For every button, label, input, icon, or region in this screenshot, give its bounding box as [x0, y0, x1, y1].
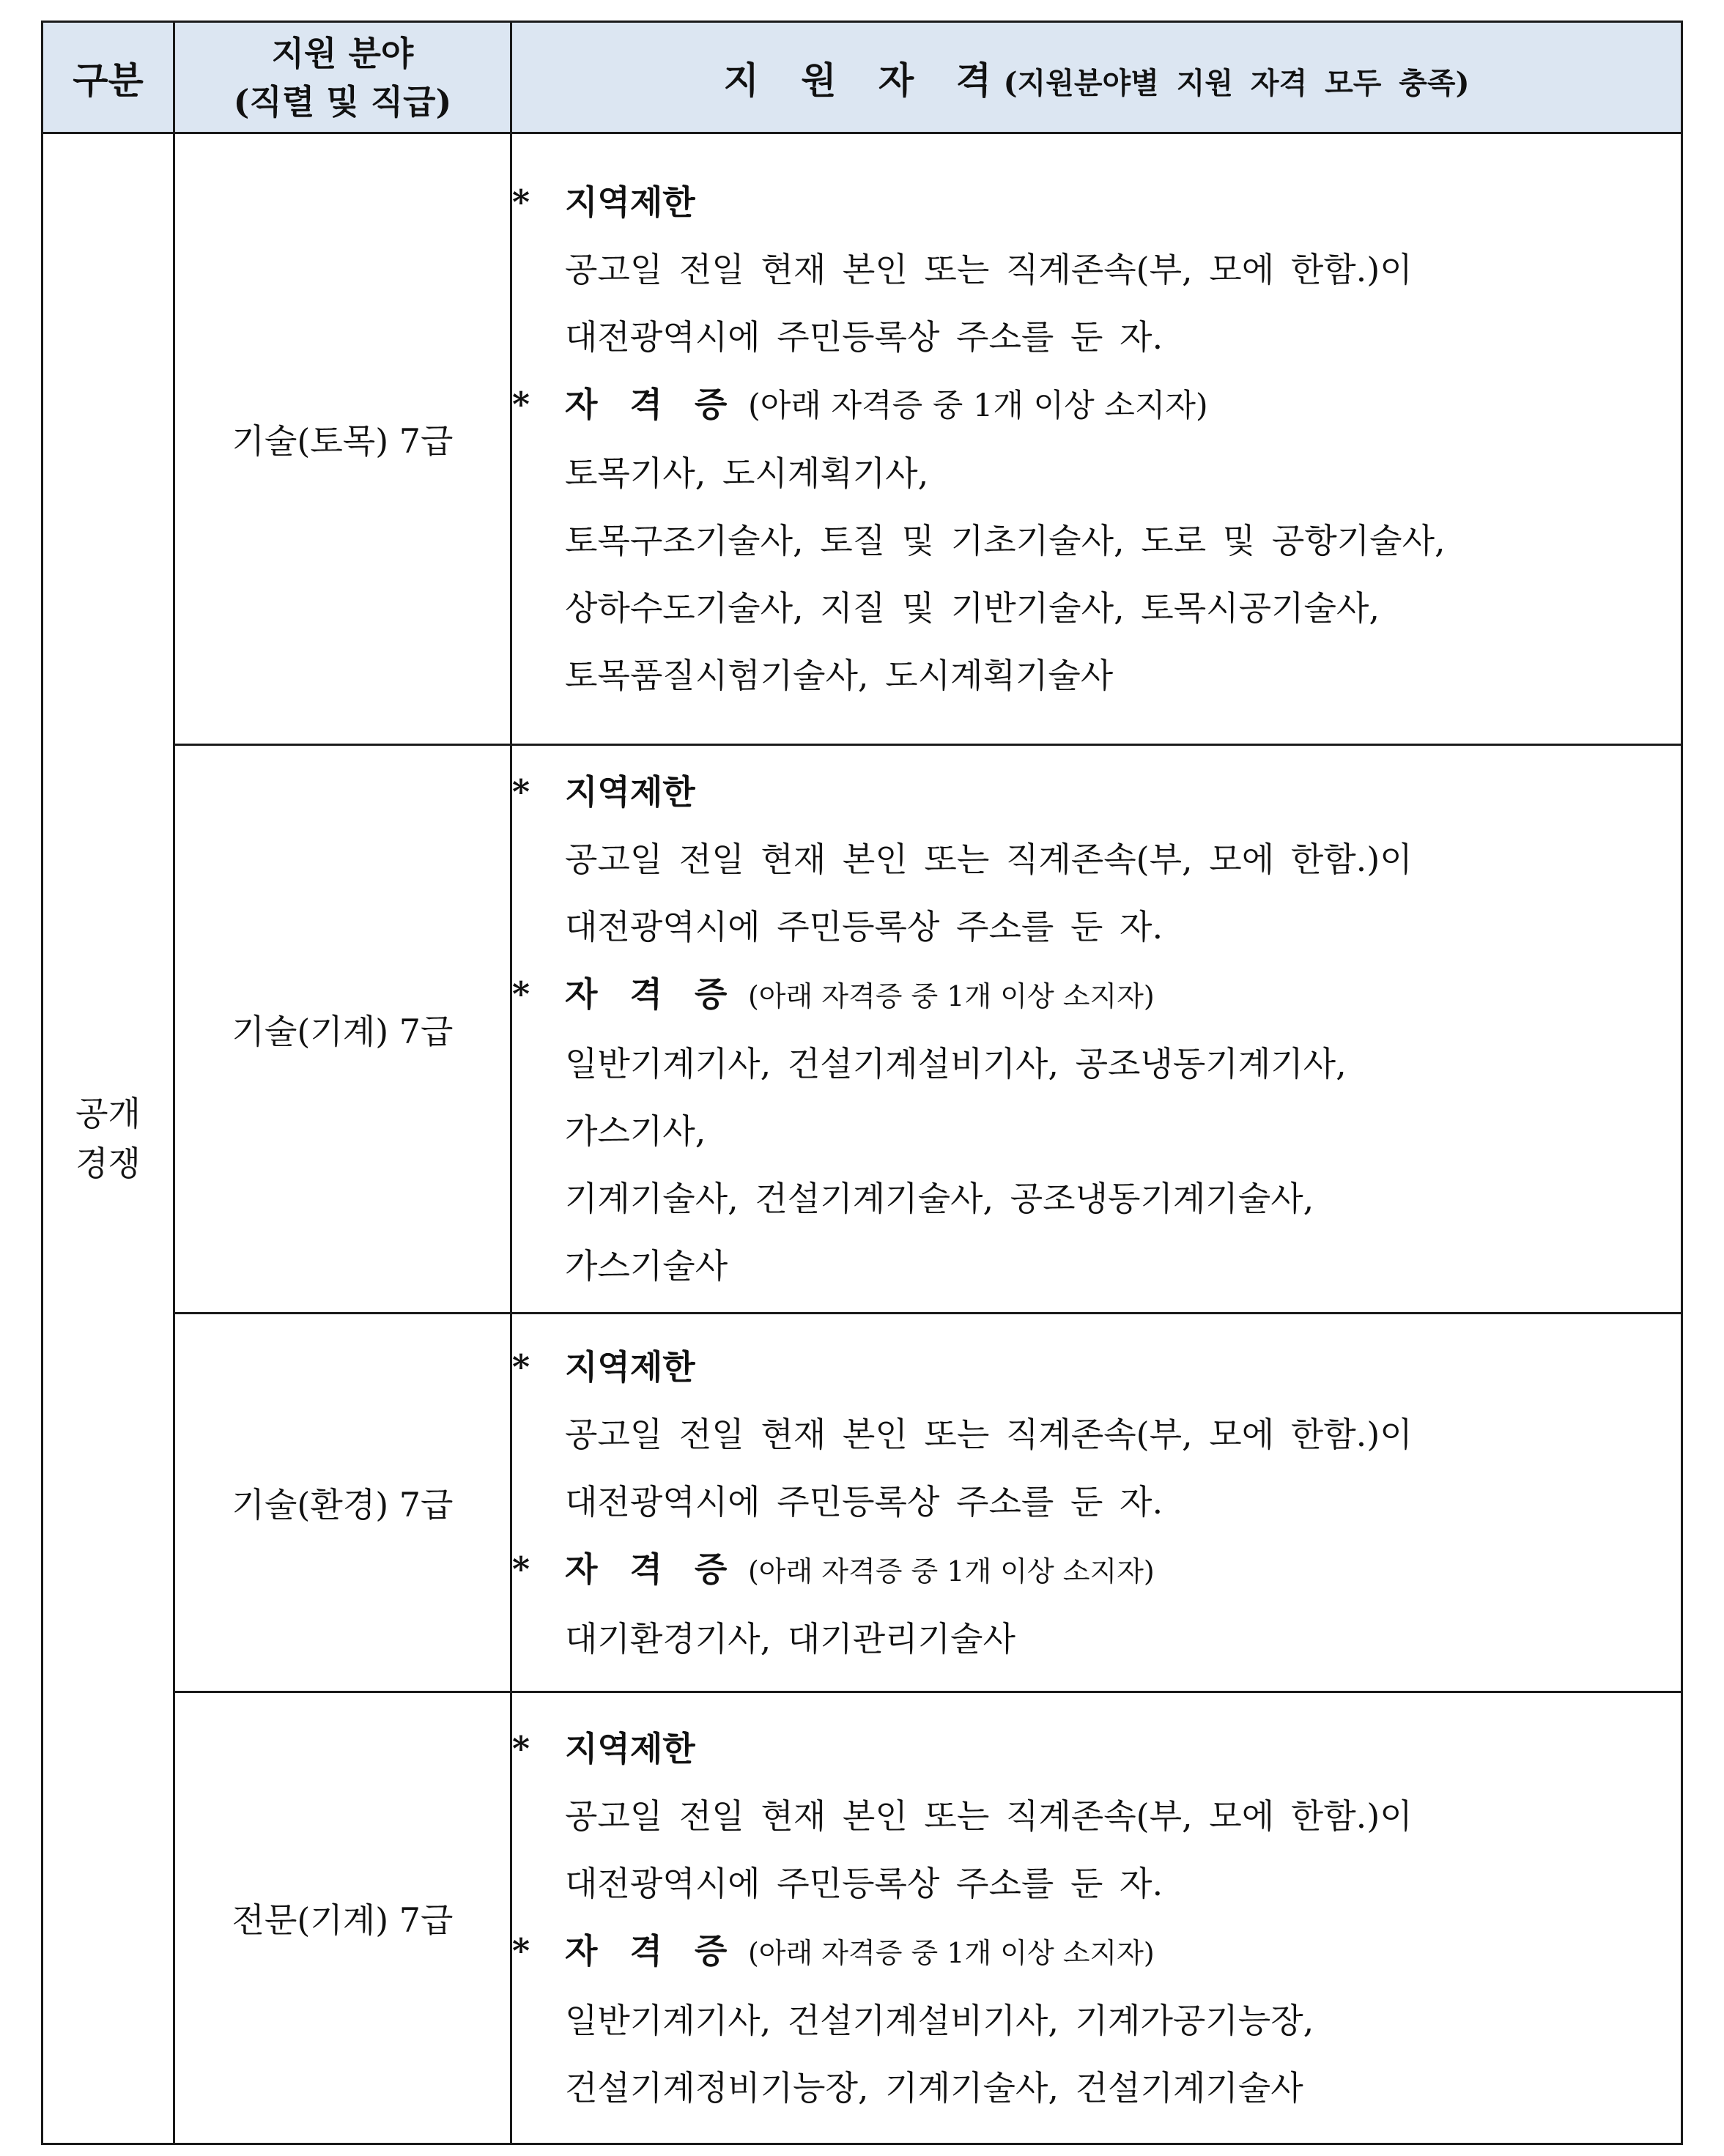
cert-line: 일반기계기사, 건설기계설비기사, 공조냉동기계기사,: [565, 1044, 1347, 1083]
cert-note: (아래 자격증 중 1개 이상 소지자): [747, 1555, 1155, 1588]
region-line: 공고일 전일 현재 본인 또는 직계존속(부, 모에 한함.)이: [565, 840, 1413, 879]
table-row: [42, 133, 1682, 745]
cert-title: 자 격 증: [565, 974, 738, 1014]
header-field-line1: 지원 분야: [271, 33, 414, 73]
cert-line: 상하수도기술사, 지질 및 기반기술사, 토목시공기술사,: [565, 588, 1380, 628]
asterisk-icon: *: [512, 1549, 530, 1589]
qualification-cell: [511, 1692, 1682, 2144]
region-line: 대전광역시에 주민등록상 주소를 둔 자.: [565, 907, 1163, 947]
region-line: 대전광역시에 주민등록상 주소를 둔 자.: [565, 1863, 1163, 1903]
cert-line: 토목구조기술사, 토질 및 기초기술사, 도로 및 공항기술사,: [565, 521, 1446, 560]
table-row: [42, 1692, 1682, 2144]
cert-title: 자 격 증: [565, 1549, 738, 1589]
cert-heading: [512, 1917, 1681, 1987]
table-header-row: [42, 22, 1682, 133]
category-cell: [42, 133, 174, 2144]
asterisk-icon: *: [512, 772, 530, 812]
field-cell: 기술(토목) 7급: [174, 133, 511, 745]
cert-title: 자 격 증: [565, 385, 738, 424]
region-line: 대전광역시에 주민등록상 주소를 둔 자.: [565, 1481, 1163, 1522]
region-heading: [512, 1715, 1681, 1782]
header-qualification-title: 지 원 자 격: [723, 58, 991, 102]
cert-line: 기계기술사, 건설기계기술사, 공조냉동기계기술사,: [565, 1179, 1314, 1218]
header-field: [174, 22, 511, 133]
cert-line: 토목기사, 도시계획기사,: [565, 453, 929, 493]
field-cell: 전문(기계) 7급: [174, 1692, 511, 2144]
header-category: 구분: [42, 22, 174, 133]
field-cell: 기술(기계) 7급: [174, 745, 511, 1314]
table-row: [42, 1314, 1682, 1692]
cert-line: 대기환경기사, 대기관리기술사: [565, 1618, 1015, 1659]
cert-heading: [512, 371, 1681, 440]
qualification-cell: [511, 745, 1682, 1314]
cert-note: (아래 자격증 중 1개 이상 소지자): [747, 388, 1208, 424]
region-title: 지역제한: [565, 1728, 695, 1768]
header-qualification-note: (지원분야별 지원 자격 모두 충족): [1003, 65, 1470, 100]
region-line: 공고일 전일 현재 본인 또는 직계존속(부, 모에 한함.)이: [565, 250, 1413, 289]
cert-note: (아래 자격증 중 1개 이상 소지자): [747, 1936, 1155, 1969]
cert-heading: [512, 960, 1681, 1030]
cert-line: 가스기술사: [565, 1246, 728, 1286]
region-line: 공고일 전일 현재 본인 또는 직계존속(부, 모에 한함.)이: [565, 1796, 1413, 1836]
cert-line: 일반기계기사, 건설기계설비기사, 기계가공기능장,: [565, 2000, 1314, 2040]
cert-line: 가스기사,: [565, 1111, 706, 1151]
table-row: [42, 745, 1682, 1314]
asterisk-icon: *: [512, 1728, 530, 1768]
qualification-cell: [511, 133, 1682, 745]
cert-line: 토목품질시험기술사, 도시계획기술사: [565, 656, 1114, 695]
cert-heading: [512, 1535, 1681, 1605]
region-title: 지역제한: [565, 772, 695, 812]
asterisk-icon: *: [512, 1930, 530, 1971]
asterisk-icon: *: [512, 1346, 530, 1387]
header-field-line2: (직렬 및 직급): [233, 81, 452, 122]
field-cell: 기술(환경) 7급: [174, 1314, 511, 1692]
category-line1: 공개: [75, 1094, 141, 1133]
region-line: 공고일 전일 현재 본인 또는 직계존속(부, 모에 한함.)이: [565, 1414, 1413, 1454]
region-title: 지역제한: [565, 182, 695, 222]
region-heading: [512, 168, 1681, 236]
category-line2: 경쟁: [75, 1144, 141, 1183]
asterisk-icon: *: [512, 182, 530, 222]
region-heading: [512, 758, 1681, 826]
cert-title: 자 격 증: [565, 1930, 738, 1971]
cert-line: 건설기계정비기능장, 기계기술사, 건설기계기술사: [565, 2067, 1303, 2108]
region-line: 대전광역시에 주민등록상 주소를 둔 자.: [565, 317, 1163, 357]
qualification-cell: [511, 1314, 1682, 1692]
region-title: 지역제한: [565, 1346, 695, 1387]
header-qualification: [511, 22, 1682, 133]
cert-note: (아래 자격증 중 1개 이상 소지자): [747, 980, 1155, 1012]
asterisk-icon: *: [512, 385, 530, 424]
asterisk-icon: *: [512, 974, 530, 1014]
qualification-table: [41, 21, 1683, 2145]
region-heading: [512, 1333, 1681, 1401]
